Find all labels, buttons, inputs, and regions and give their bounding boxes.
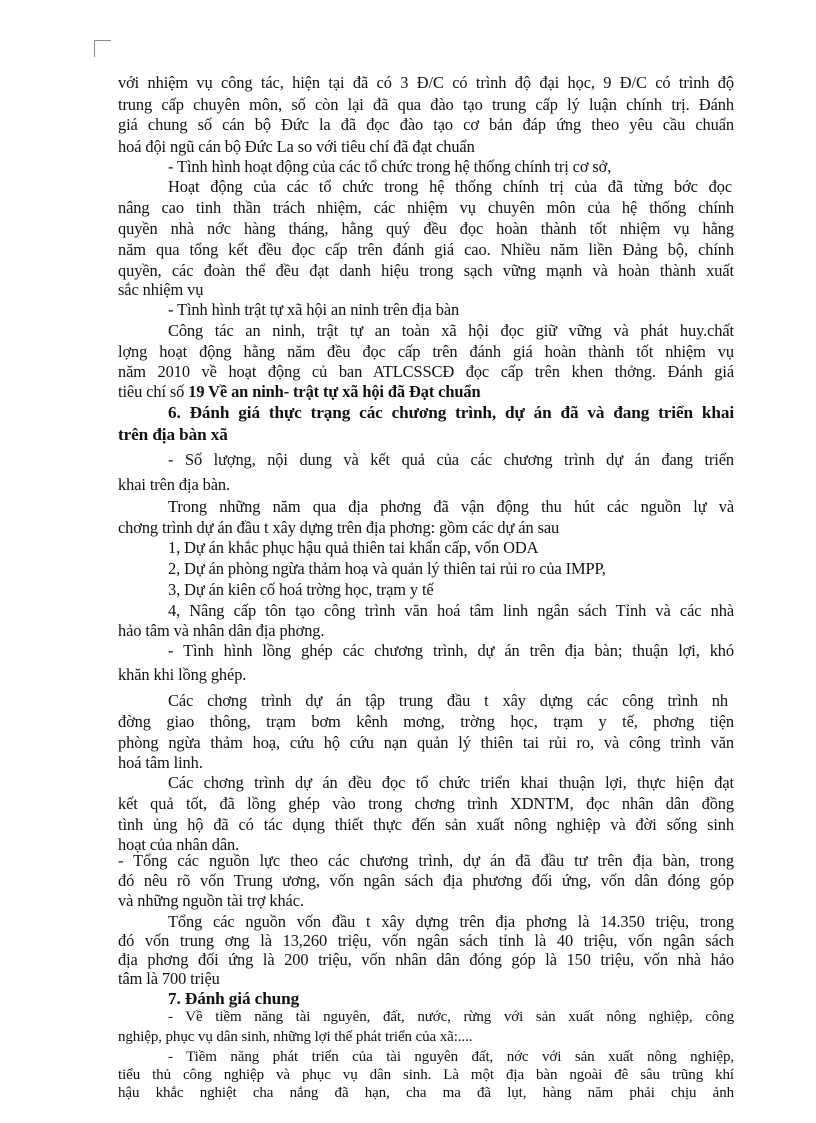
text-line: hoạt của nhân dân. (118, 835, 240, 854)
text-line: địa phơng đối ứng là 200 triệu, vốn nhân dân đóng góp là 150 triệu, vốn nhà hảo (118, 950, 734, 969)
text-line: quyền nhà nớc hàng tháng, hằng quý đều đọc hoàn thành tốt nhiệm vụ hằng (118, 219, 734, 238)
text-line: tâm là 700 triệu (118, 969, 220, 988)
text-line: đó vốn trung ơng là 13,260 triệu, vốn ngân sách tỉnh là 40 triệu, vốn ngân sách (118, 931, 734, 950)
list-item: 3, Dự án kiên cố hoá trờng học, trạm y tế (168, 580, 434, 599)
text-line: đờng giao thông, trạm bơm kênh mơng, trờng học, trạm y tế, phơng tiện (118, 712, 734, 731)
text-line: quyền, các đoàn thể đều đạt danh hiệu trong sạch vững mạnh và hoàn thành xuất (118, 261, 734, 280)
text-line: giá chung số cán bộ Đức la đã đọc đào tạo cơ bản đáp ứng theo yêu cầu chuẩn (118, 115, 734, 134)
text-line: trung cấp chuyên môn, số còn lại đã qua đào tạo trung cấp lý luận chính trị. Đánh (118, 95, 734, 114)
text-line: - Tiềm năng phát triển của tài nguyên đất, nớc với sản xuất nông nghiệp, (168, 1049, 734, 1065)
list-item: 4, Nâng cấp tôn tạo công trình văn hoá tâm linh ngân sách Tỉnh và các nhà (168, 601, 734, 620)
text-line: khai trên địa bàn. (118, 475, 230, 494)
text-line: - Tình hình hoạt động của các tổ chức trong hệ thống chính trị cơ sở, (168, 157, 612, 176)
text-line: Các chơng trình dự án đều đọc tổ chức triển khai thuận lợi, thực hiện đạt (168, 773, 734, 792)
text-line: - Về tiềm năng tài nguyên, đất, nước, rừng với sản xuất nông nghiệp, công (168, 1009, 734, 1025)
text-line: tiểu thủ công nghiệp và phục vụ dân sinh. Là một địa bàn ngoài đê sâu trũng khí (118, 1067, 734, 1083)
text-line: Tổng các nguồn vốn đầu t xây dựng trên địa phơng là 14.350 triệu, trong (168, 912, 734, 931)
text-line: chơng trình dự án đầu t xây dựng trên địa phơng: gồm các dự án sau (118, 518, 560, 537)
text-line (118, 381, 734, 403)
text-line: lợng hoạt động hằng năm đều đọc cấp trên đánh giá hoàn thành tốt nhiệm vụ (118, 342, 734, 361)
text-line: kết quả tốt, đã lồng ghép vào trong chơng trình XDNTM, đọc nhân dân đồng (118, 794, 734, 813)
text-line: nghiệp, phục vụ dân sinh, những lợi thế phát triển của xã:.... (118, 1029, 473, 1045)
text-line: hoá đội ngũ cán bộ Đức La so với tiêu chí đã đạt chuẩn (118, 137, 475, 156)
criterion-conclusion: 19 Về an ninh- trật tự xã hội đã Đạt chuẩn (188, 382, 481, 401)
crop-mark-top-left (94, 40, 111, 57)
text-span: tiêu chí số (118, 382, 189, 401)
text-line: và những nguồn tài trợ khác. (118, 891, 304, 910)
text-line: - Số lượng, nội dung và kết quả của các chương trình dự án đang triển (168, 450, 734, 469)
text-line: tình ủng hộ đã có tác dụng thiết thực đến sản xuất nông nghiệp và đời sống sinh (118, 815, 734, 834)
text-line: - Tổng các nguồn lực theo các chương trình, dự án đã đầu tư trên địa bàn, trong (118, 851, 734, 870)
text-line: khăn khi lồng ghép. (118, 665, 247, 684)
text-line: Các chơng trình dự án tập trung đầu t xây dựng các công trình nh (168, 691, 728, 710)
text-line: phòng ngừa thảm hoạ, cứu hộ cứu nạn quản lý thiên tai rủi ro, và công trình văn (118, 733, 734, 752)
text-line: nâng cao tinh thần trách nhiệm, các nhiệm vụ chuyên môn của hệ thống chính (118, 198, 734, 217)
text-line: năm 2010 về hoạt động củ ban ATLCSSCĐ đọc cấp trên khen thởng. Đánh giá (118, 362, 734, 381)
text-line: Hoạt động của các tổ chức trong hệ thống chính trị của đã từng bớc đọc (168, 177, 732, 196)
section-heading-6: 6. Đánh giá thực trạng các chương trình, dự án đã và đang triển khai (168, 403, 734, 422)
text-line: với nhiệm vụ công tác, hiện tại đã có 3 Đ/C có trình độ đại học, 9 Đ/C có trình độ (118, 73, 734, 92)
text-line: đó nêu rõ vốn Trung ương, vốn ngân sách địa phương đối ứng, vốn dân đóng góp (118, 871, 734, 890)
text-line: sắc nhiệm vụ (118, 280, 204, 299)
text-line: - Tình hình lồng ghép các chương trình, dự án trên địa bàn; thuận lợi, khó (168, 641, 734, 660)
text-line: Công tác an ninh, trật tự an toàn xã hội đọc giữ vững và phát huy.chất (168, 321, 734, 340)
section-heading-7: 7. Đánh giá chung (168, 989, 300, 1008)
list-item: 2, Dự án phòng ngừa thảm hoạ và quản lý thiên tai rủi ro của IMPP, (168, 559, 606, 578)
text-line: năm qua tổng kết đều đọc cấp trên đánh giá cao. Nhiều năm liền Đảng bộ, chính (118, 240, 734, 259)
text-line: hậu khắc nghiệt cha nắng đã hạn, cha ma đã lụt, hàng năm phải chịu ảnh (118, 1085, 734, 1101)
text-line: hoá tâm linh. (118, 753, 203, 772)
text-line: hảo tâm và nhân dân địa phơng. (118, 621, 325, 640)
text-line: Trong những năm qua địa phơng đã vận động thu hút các nguồn lự và (168, 497, 734, 516)
section-heading-6-cont: trên địa bàn xã (118, 425, 228, 444)
text-line: - Tình hình trật tự xã hội an ninh trên địa bàn (168, 300, 460, 319)
list-item: 1, Dự án khắc phục hậu quả thiên tai khẩn cấp, vốn ODA (168, 538, 539, 557)
